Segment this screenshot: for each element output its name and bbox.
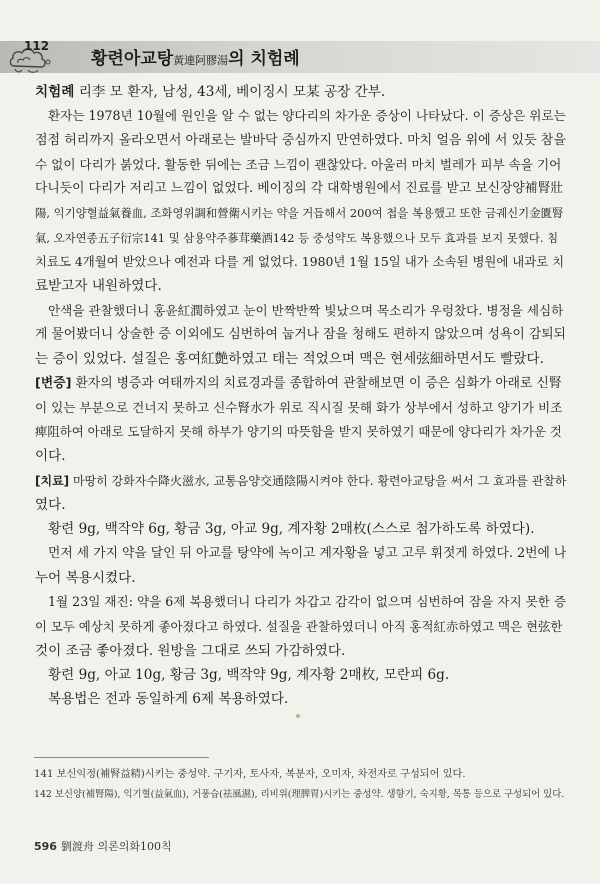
treatment-text: 마땅히 강화자수降火滋水, 교통음양交通陰陽시켜야 한다. 황련아교탕을 써서 그 효과를 관찰하 xyxy=(72,473,567,488)
diagnosis-section xyxy=(35,372,567,469)
text-line: 는 증이 있었다. 설질은 홍여紅艶하였고 태는 적었으며 맥은 현세弦細하면서도 빨랐다. xyxy=(35,351,544,368)
text-line: 이 있는 부분으로 건너지 못하고 신수腎水가 위로 직시질 못해 화가 상부에서 성하고 양기가 비조 xyxy=(35,399,563,415)
footnote-142: 142 보신양(補腎陽), 익기혈(益氣血), 거풍습(祛風濕), 리비위(理脾胃)시키는 중성약. 생향기, 숙지황, 목통 등으로 구성되어 있다. xyxy=(34,789,565,800)
text-line xyxy=(35,469,567,493)
case-title-suffix: 의 치험례 xyxy=(228,49,300,69)
header-bar xyxy=(0,41,600,73)
text-line: 료받고자 내원하였다. xyxy=(35,278,162,295)
text-line: 痺阻하여 아래로 도달하지 못해 하부가 양기의 따뜻함을 받지 못하였기 때문에 양다리가 차가운 것 xyxy=(35,424,562,440)
text-line: 수 없이 다리가 붉었다. 활동한 뒤에는 조금 느낌이 괜찮았다. 아울러 마치 벌레가 피부 속을 기어 xyxy=(35,156,562,172)
treatment-section xyxy=(35,469,567,712)
case-intro xyxy=(35,80,567,104)
case-title-main: 황련아교탕 xyxy=(91,49,174,69)
text-line: 였다. xyxy=(35,497,66,514)
text-line xyxy=(35,372,567,396)
footnotes xyxy=(34,765,574,805)
book-title: 劉渡舟 의론의화100칙 xyxy=(60,840,172,853)
case-label: 치험례 xyxy=(35,84,75,100)
prescription-2: 황련 9g, 아교 10g, 황금 3g, 백작약 9g, 계자황 2매枚, 모란피 6g. xyxy=(48,667,450,684)
text-line: 1월 23일 재진: 약을 6제 복용했더니 다리가 차갑고 감각이 없으며 심번하여 잠을 자지 못한 증 xyxy=(48,594,567,610)
text-line: 점점 허리까지 올라오면서 아래로는 발바닥 중심까지 만연하였다. 마치 얼음 위에 서 있듯 참을 xyxy=(35,132,566,148)
text-line: 환자는 1978년 10월에 원인을 알 수 없는 양다리의 차가운 증상이 나타났다. 이 증상은 위로는 xyxy=(48,108,566,124)
case-history xyxy=(35,104,567,298)
diagnosis-label: [변증] xyxy=(35,375,72,391)
footnote-divider xyxy=(34,757,209,758)
text-line: 陽, 익기양혈益氣養血, 조화영위調和營衛시키는 약을 거듭해서 200여 첩을 복용했고 또한 금궤신기金匱腎 xyxy=(35,206,564,221)
case-title-hanja: 黃連阿膠湯 xyxy=(173,54,229,67)
text-line: 것이 조금 좋아졌다. 원방을 그대로 쓰되 가감하였다. xyxy=(35,642,346,659)
diagnosis-text: 환자의 병증과 여태까지의 치료경과를 종합하여 관찰해보면 이 증은 심화가 아래로 신腎 xyxy=(75,375,562,391)
text-line: 게 물어봤더니 상술한 증 이외에도 심번하여 눕거나 잠을 청해도 편하지 않았으며 성욕이 감퇴되 xyxy=(35,326,566,342)
page-footer xyxy=(34,838,172,854)
text-line: 이다. xyxy=(35,448,66,465)
observation xyxy=(35,299,567,372)
body-text xyxy=(35,80,567,712)
case-title xyxy=(91,44,300,69)
text-line: 누어 복용시켰다. xyxy=(35,569,136,586)
page-number: 596 xyxy=(34,840,57,853)
dosage-note: 복용법은 전과 동일하게 6제 복용하였다. xyxy=(48,691,289,708)
prescription-1: 황련 9g, 백작약 6g, 황금 3g, 아교 9g, 계자황 2매枚(스스로 첨가하도록 하였다). xyxy=(48,521,535,538)
text-line: 氣, 오자연종五子衍宗141 및 삼용약주蔘茸藥酒142 등 중성약도 복용했으나 모두 효과를 보지 못했다. 침 xyxy=(35,230,559,245)
text-line: 이 모두 예상치 못하게 좋아졌다고 하였다. 설질을 관찰하였더니 아직 홍적紅赤하였고 맥은 현弦한 xyxy=(35,618,563,634)
case-number: 112 xyxy=(24,39,50,53)
patient-info: 리李 모 환자, 남성, 43세, 베이징시 모某 공장 간부. xyxy=(78,84,386,100)
footnote-141: 141 보신익정(補腎益精)시키는 중성약. 구기자, 토사자, 복분자, 오미자, 차전자로 구성되어 있다. xyxy=(34,769,466,780)
case-header xyxy=(0,36,600,76)
text-line: 안색을 관찰했더니 홍윤紅潤하였고 눈이 반짝반짝 빛났으며 목소리가 우렁찼다. 병정을 세심하 xyxy=(48,302,564,318)
text-line: 다니듯이 다리가 저리고 느낌이 없었다. 베이징의 각 대학병원에서 진료를 받고 보신장양補腎壯 xyxy=(35,181,564,197)
treatment-label: [치료] xyxy=(35,473,70,488)
text-line: 먼저 세 가지 약을 달인 뒤 아교를 탕약에 녹이고 계자황을 넣고 고루 휘젓게 하였다. 2번에 나 xyxy=(48,545,567,561)
text-line: 치료도 4개월여 받았으나 예전과 다를 게 없었다. 1980년 1월 15일 내가 소속된 병원에 내과로 치 xyxy=(35,254,565,270)
ink-dot xyxy=(296,714,300,718)
